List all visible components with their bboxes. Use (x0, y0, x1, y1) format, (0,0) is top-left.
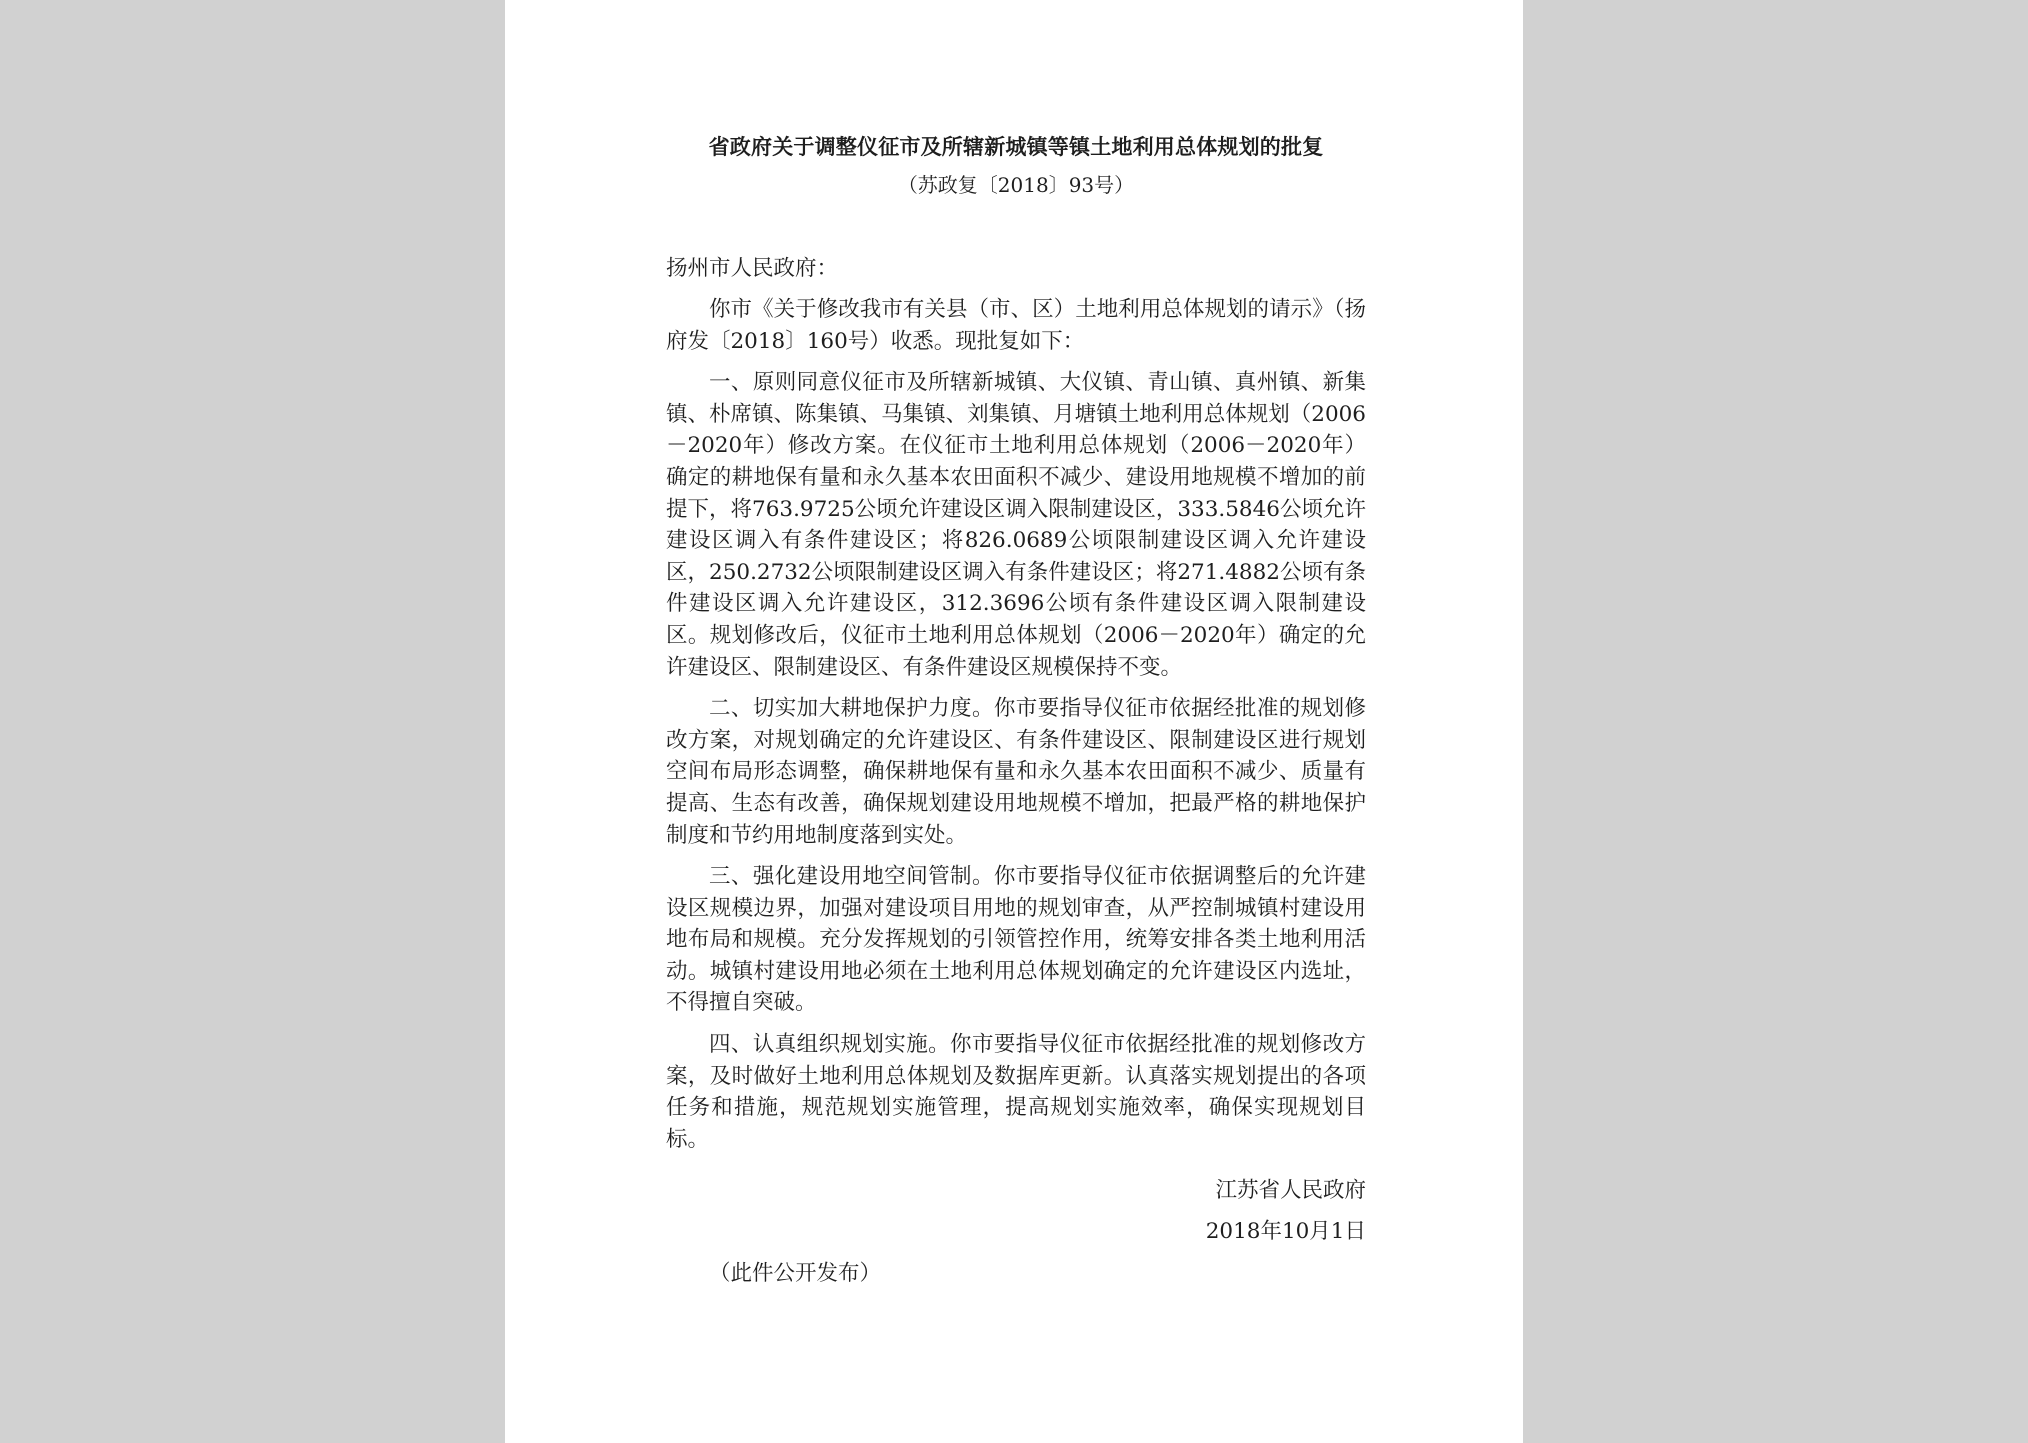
document-number: （苏政复〔2018〕93号） (897, 173, 1135, 197)
paragraph-intro: 你市《关于修改我市有关县（市、区）土地利用总体规划的请示》（扬府发〔2018〕160号）收悉。现批复如下： (666, 297, 1366, 354)
paragraph-item-3: 三、强化建设用地空间管制。你市要指导仪征市依据调整后的允许建设区规模边界，加强对建设项目用地的规划审查，从严控制城镇村建设用地布局和规模。充分发挥规划的引领管控作用，统筹安排各类土地利用活动。城镇村建设用地必须在土地利用总体规划确定的允许建设区内选址，不得擅自突破。 (666, 864, 1366, 1016)
signer: 江苏省人民政府 (1215, 1178, 1366, 1203)
document-body (666, 294, 1366, 1165)
paragraph-item-2: 二、切实加大耕地保护力度。你市要指导仪征市依据经批准的规划修改方案，对规划确定的允许建设区、有条件建设区、限制建设区进行规划空间布局形态调整，确保耕地保有量和永久基本农田面积不减少、质量有提高、生态有改善，确保规划建设用地规模不增加，把最严格的耕地保护制度和节约用地制度落到实处。 (666, 696, 1366, 848)
document-page (505, 0, 1523, 1443)
document-title: 省政府关于调整仪征市及所辖新城镇等镇土地利用总体规划的批复 (708, 135, 1324, 159)
issue-date: 2018年10月1日 (1205, 1219, 1366, 1244)
paragraph-item-4: 四、认真组织规划实施。你市要指导仪征市依据经批准的规划修改方案，及时做好土地利用总体规划及数据库更新。认真落实规划提出的各项任务和措施，规范规划实施管理，提高规划实施效率，确保实现规划目标。 (666, 1032, 1366, 1152)
salutation: 扬州市人民政府： (666, 256, 839, 281)
paragraph-item-1: 一、原则同意仪征市及所辖新城镇、大仪镇、青山镇、真州镇、新集镇、朴席镇、陈集镇、马集镇、刘集镇、月塘镇土地利用总体规划（2006－2020年）修改方案。在仪征市土地利用总体规划（2006－2020年）确定的耕地保有量和永久基本农田面积不减少、建设用地规模不增加的前提下，将763.9725公顷允许建设区调入限制建设区，333.5846公顷允许建设区调入有条件建设区；将826.0689公顷限制建设区调入允许建设区，250.2732公顷限制建设区调入有条件建设区；将271.4882公顷有条件建设区调入允许建设区，312.3696公顷有条件建设区调入限制建设区。规划修改后，仪征市土地利用总体规划（2006－2020年）确定的允许建设区、限制建设区、有条件建设区规模保持不变。 (666, 370, 1366, 680)
publication-note: （此件公开发布） (709, 1261, 882, 1286)
